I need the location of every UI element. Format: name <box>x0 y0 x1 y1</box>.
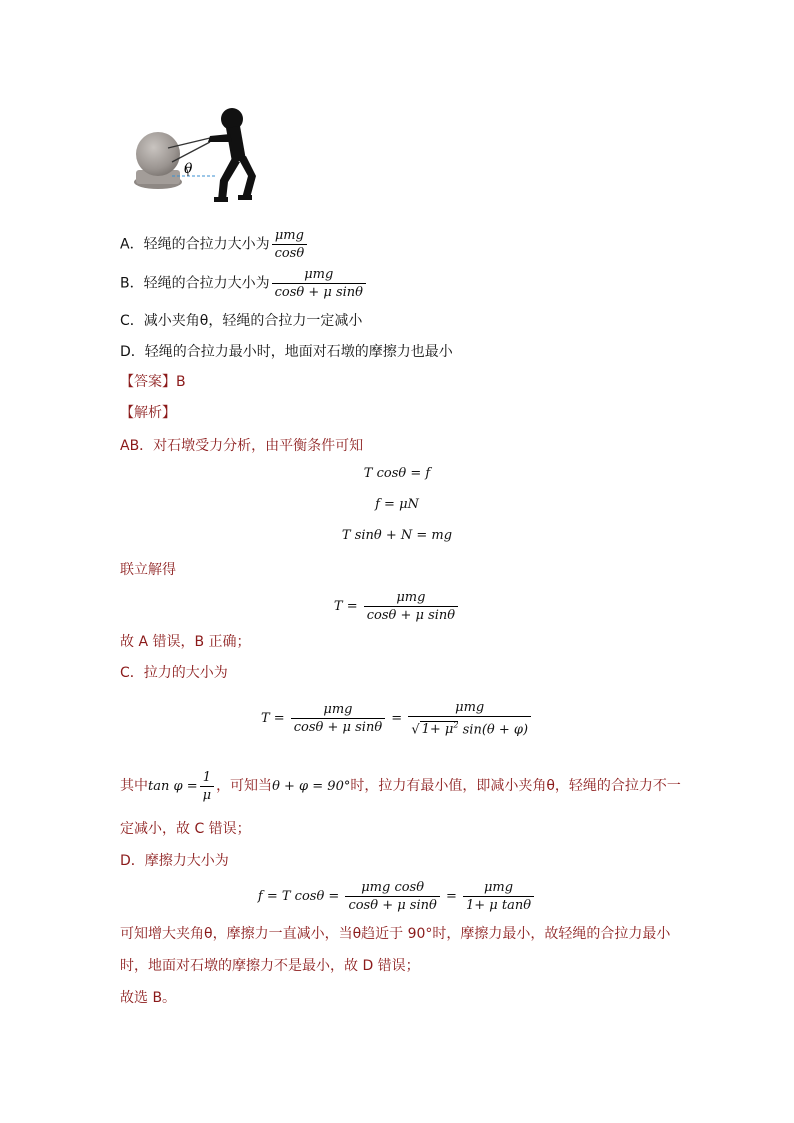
option-a-numerator: μmg <box>274 228 304 243</box>
equation-6-fraction-1 <box>345 880 439 913</box>
c-condition: θ + φ = 90° <box>272 779 351 794</box>
sqrt-symbol: √ <box>411 722 420 738</box>
equation-5-fraction-2 <box>408 700 531 737</box>
analysis-c-text-cont: 定减小，故 C 错误； <box>120 821 251 837</box>
c-tan-expression <box>148 770 216 803</box>
analysis-ab-conclusion: 故 A 错误，B 正确； <box>120 634 251 650</box>
person-arm <box>208 134 232 142</box>
sqrt-base: 1+ μ <box>421 722 454 738</box>
angle-label: θ <box>184 161 193 177</box>
analysis-final: 故选 B。 <box>120 990 177 1006</box>
equation-5-numerator-2: μmg <box>455 700 485 715</box>
analysis-c-intro: C．拉力的大小为 <box>120 665 228 681</box>
c-tan-fraction <box>200 770 214 803</box>
equation-6-fraction-2 <box>463 880 534 913</box>
equation-4-fraction <box>364 590 458 623</box>
equation-6 <box>0 880 794 913</box>
equation-5-denominator-1: cosθ + μ sinθ <box>291 718 385 735</box>
equation-6-denominator-2: 1+ μ tanθ <box>463 896 534 913</box>
option-a-fraction <box>272 228 308 261</box>
person-leg-back <box>238 156 256 198</box>
analysis-d-text-1: 可知增大夹角θ，摩擦力一直减小，当θ趋近于 90°时，摩擦力最小，故轻绳的合拉力最小 <box>120 926 671 942</box>
option-a-denominator: cosθ <box>272 244 308 261</box>
c-tan-denominator: μ <box>200 786 214 803</box>
equation-6-numerator-1: μmg cosθ <box>361 880 425 895</box>
equation-6-denominator-1: cosθ + μ sinθ <box>345 896 439 913</box>
option-b-numerator: μmg <box>304 267 334 282</box>
c-text-mid: ，可知当 <box>216 778 273 794</box>
equation-5-lhs: T = <box>260 711 285 727</box>
person-foot-back <box>238 195 252 200</box>
option-b <box>120 267 368 300</box>
equation-5-equals: = <box>391 711 403 727</box>
person-body <box>226 126 246 162</box>
option-a <box>120 228 309 261</box>
equation-6-equals: = <box>445 889 457 904</box>
equation-1: T cosθ = f <box>363 466 431 481</box>
equation-4 <box>0 590 794 623</box>
analysis-solve: 联立解得 <box>120 562 176 578</box>
analysis-ab-intro: AB．对石墩受力分析，由平衡条件可知 <box>120 438 364 454</box>
equation-4-lhs: T = <box>333 599 358 614</box>
c-tan-lhs: tan φ = <box>148 779 198 794</box>
equation-2: f = μN <box>375 497 419 512</box>
equation-5 <box>0 700 794 737</box>
analysis-d-text-2: 时，地面对石墩的摩擦力不是最小，故 D 错误； <box>120 958 420 974</box>
c-text-post: 时，拉力有最小值，即减小夹角θ，轻绳的合拉力不一 <box>350 778 681 794</box>
person-leg-front <box>218 158 240 200</box>
person-foot-front <box>214 197 228 202</box>
answer-label: 【答案】B <box>120 374 186 390</box>
equation-6-numerator-2: μmg <box>483 880 514 895</box>
equation-5-denominator-2 <box>408 716 531 737</box>
option-a-label: A．轻绳的合拉力大小为 <box>120 236 270 253</box>
stone-pulling-figure <box>128 102 268 212</box>
equation-3: T sinθ + N = mg <box>341 528 453 543</box>
equation-5-sin-term: sin(θ + φ) <box>462 722 529 738</box>
equation-6-lhs: f = T cosθ = <box>257 889 340 904</box>
option-b-label: B．轻绳的合拉力大小为 <box>120 275 270 292</box>
c-text-pre: 其中 <box>120 778 148 794</box>
equation-5-fraction-1 <box>291 702 385 735</box>
option-c: C．减小夹角θ，轻绳的合拉力一定减小 <box>120 313 363 329</box>
equation-5-numerator-1: μmg <box>323 702 353 718</box>
analysis-c-text <box>120 770 681 803</box>
option-d: D．轻绳的合拉力最小时，地面对石墩的摩擦力也最小 <box>120 344 453 360</box>
option-b-fraction <box>272 267 366 300</box>
sqrt-content <box>420 721 459 737</box>
equation-4-numerator: μmg <box>396 590 426 605</box>
sqrt-exponent: 2 <box>453 721 459 730</box>
option-b-denominator: cosθ + μ sinθ <box>272 283 366 300</box>
analysis-d-intro: D．摩擦力大小为 <box>120 853 229 869</box>
stone-ball <box>136 132 180 176</box>
equation-4-denominator: cosθ + μ sinθ <box>364 606 458 623</box>
analysis-label: 【解析】 <box>120 405 176 421</box>
c-tan-numerator: 1 <box>202 770 211 785</box>
